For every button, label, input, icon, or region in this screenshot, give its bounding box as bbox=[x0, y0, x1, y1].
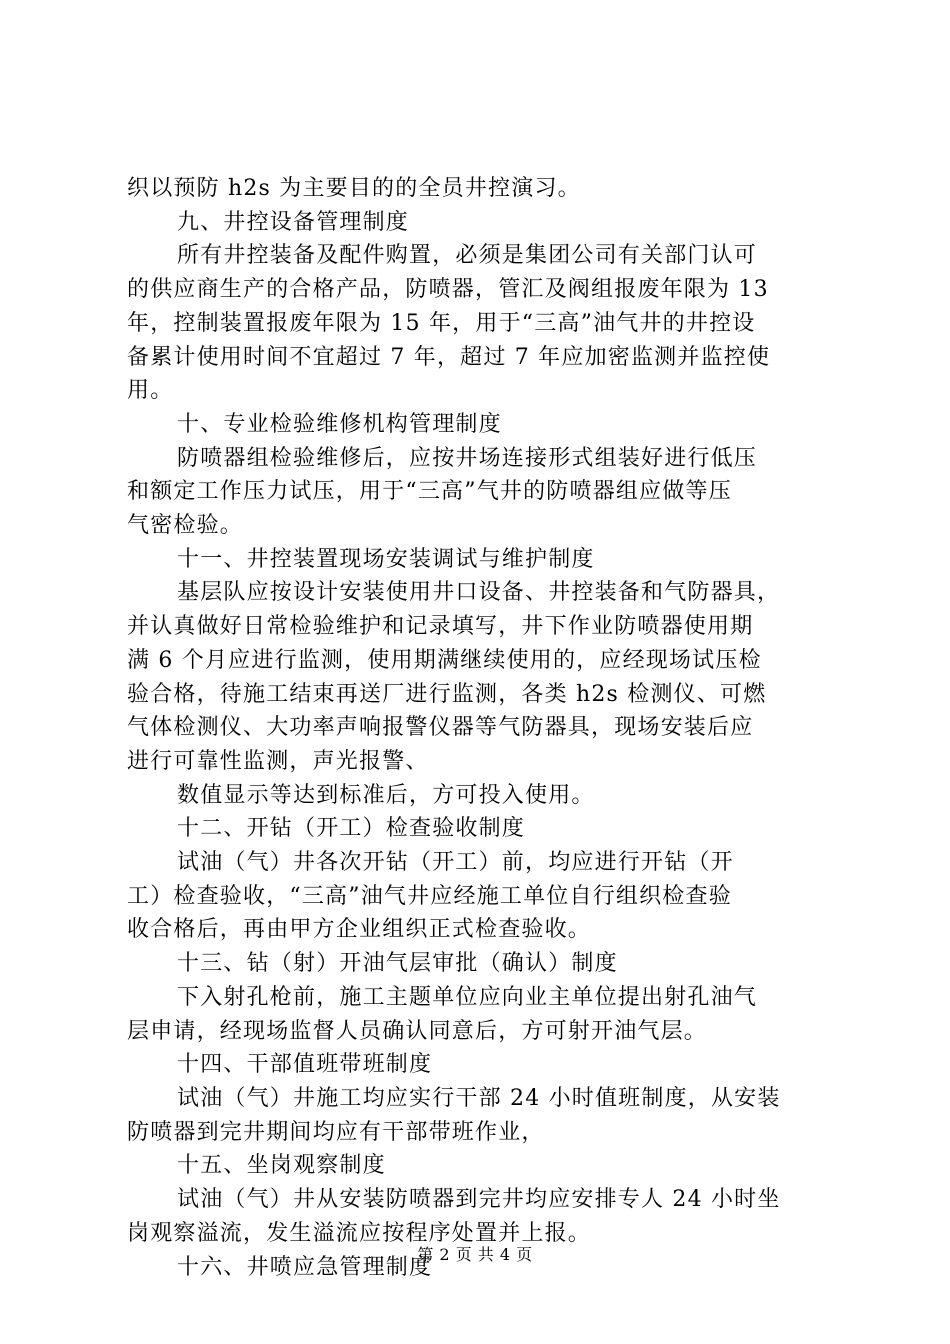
text-line: 和额定工作压力试压，用于“三高”气井的防喷器组应做等压 bbox=[127, 479, 732, 505]
text-line: 试油（气）井从安装防喷器到完井均应安排专人 24 小时坐 bbox=[177, 1187, 781, 1213]
section-heading-10: 十、专业检验维修机构管理制度 bbox=[177, 411, 502, 437]
document-body bbox=[127, 172, 827, 1284]
text-line: 数值显示等达到标准后，方可投入使用。 bbox=[177, 782, 595, 808]
text-line: 进行可靠性监测，声光报警、 bbox=[127, 748, 429, 774]
section-heading-15: 十五、坐岗观察制度 bbox=[177, 1153, 386, 1179]
text-line: 试油（气）井各次开钻（开工）前，均应进行开钻（开 bbox=[177, 850, 734, 876]
text-line: 岗观察溢流，发生溢流应按程序处置并上报。 bbox=[127, 1220, 592, 1246]
text-line: 防喷器组检验维修后，应按井场连接形式组装好进行低压 bbox=[177, 445, 758, 471]
text-line: 气密检验。 bbox=[127, 513, 244, 539]
text-line: 工）检查验收，“三高”油气井应经施工单位自行组织检查验 bbox=[127, 883, 732, 909]
section-heading-9: 九、井控设备管理制度 bbox=[177, 209, 410, 235]
text-line: 下入射孔枪前，施工主题单位应向业主单位提出射孔油气 bbox=[177, 984, 758, 1010]
text-line: 气体检测仪、大功率声响报警仪器等气防器具，现场安装后应 bbox=[127, 715, 754, 741]
text-line: 层申请，经现场监督人员确认同意后，方可射开油气层。 bbox=[127, 1018, 708, 1044]
text-line: 防喷器到完井期间均应有干部带班作业， bbox=[127, 1119, 545, 1145]
text-line: 所有井控装备及配件购置，必须是集团公司有关部门认可 bbox=[177, 243, 758, 269]
text-line: 收合格后，再由甲方企业组织正式检查验收。 bbox=[127, 917, 592, 943]
text-line: 基层队应按设计安装使用井口设备、井控装备和气防器具， bbox=[177, 580, 781, 606]
page-footer: 第 2 页 共 4 页 bbox=[417, 1245, 533, 1264]
text-line: 验合格，待施工结束再送厂进行监测，各类 h2s 检测仪、可燃 bbox=[127, 681, 767, 707]
text-line: 并认真做好日常检验维护和记录填写，井下作业防喷器使用期 bbox=[127, 614, 754, 640]
text-line: 织以预防 h2s 为主要目的的全员井控演习。 bbox=[127, 176, 581, 201]
text-line: 满 6 个月应进行监测，使用期满继续使用的，应经现场试压检 bbox=[127, 647, 762, 673]
section-heading-13: 十三、钻（射）开油气层审批（确认）制度 bbox=[177, 951, 618, 977]
section-heading-16: 十六、井喷应急管理制度 bbox=[177, 1254, 433, 1280]
text-line: 备累计使用时间不宜超过 7 年，超过 7 年应加密监测并监控使 bbox=[127, 344, 771, 370]
section-heading-12: 十二、开钻（开工）检查验收制度 bbox=[177, 816, 526, 842]
text-line: 试油（气）井施工均应实行干部 24 小时值班制度，从安装 bbox=[177, 1085, 781, 1111]
text-line: 年，控制装置报废年限为 15 年，用于“三高”油气井的井控设 bbox=[127, 310, 756, 336]
section-heading-11: 十一、井控装置现场安装调试与维护制度 bbox=[177, 546, 595, 572]
text-line: 用。 bbox=[127, 378, 174, 404]
text-line: 的供应商生产的合格产品，防喷器，管汇及阀组报废年限为 13 bbox=[127, 277, 769, 303]
section-heading-14: 十四、干部值班带班制度 bbox=[177, 1052, 433, 1078]
